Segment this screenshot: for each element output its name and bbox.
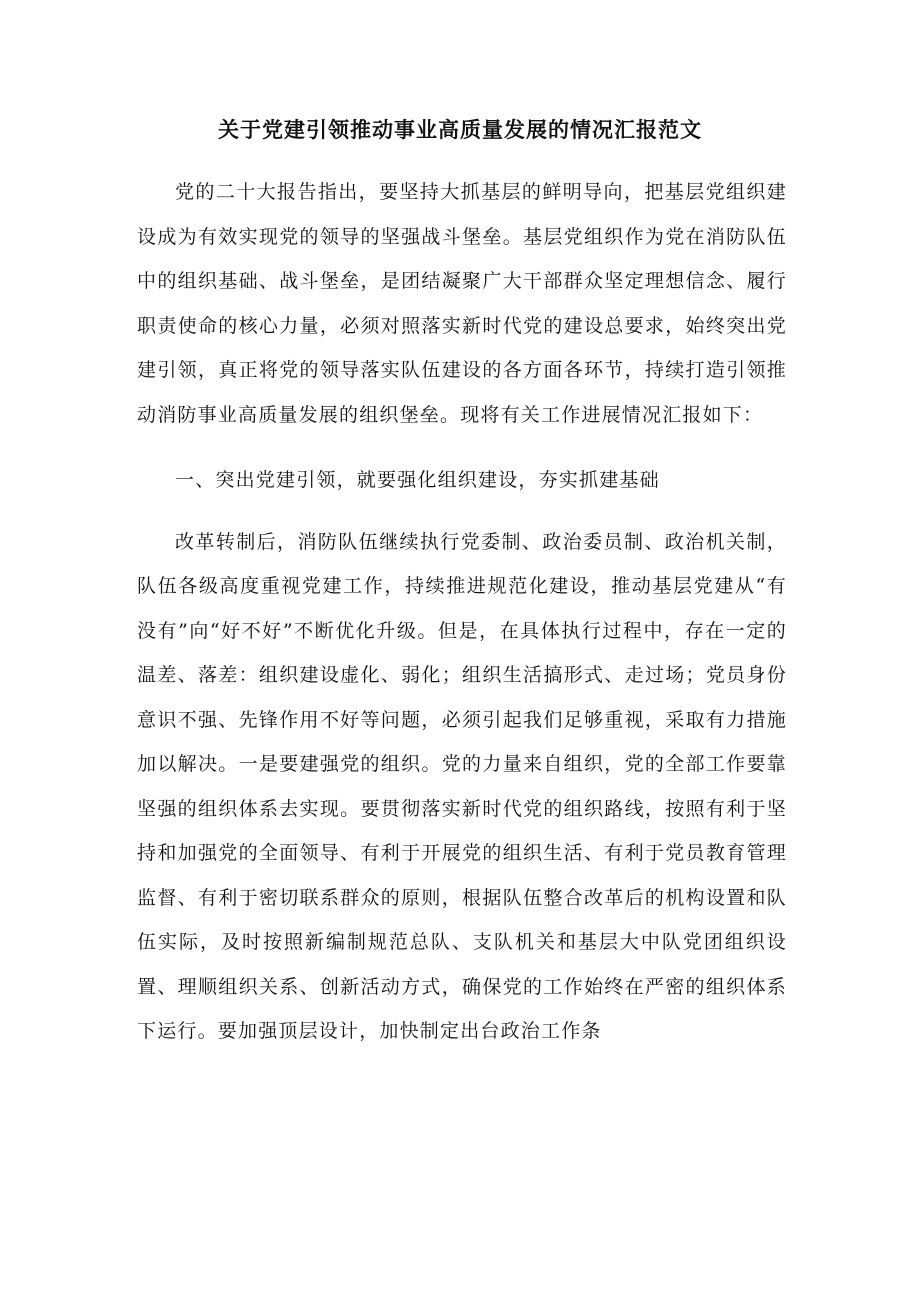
section-1-paragraph: 改革转制后，消防队伍继续执行党委制、政治委员制、政治机关制，队伍各级高度重视党建工作，持续推进规范化建设，推动基层党建从“有没有”向“好不好”不断优化升级。但是，在具体执行过程中，存在一定的温差、落差：组织建设虚化、弱化；组织生活搞形式、走过场；党员身份意识不强、先锋作用不好等问题，必须引起我们足够重视，采取有力措施加以解决。一是要建强党的组织。党的力量来自组织，党的全部工作要靠坚强的组织体系去实现。要贯彻落实新时代党的组织路线，按照有利于坚持和加强党的全面领导、有利于开展党的组织生活、有利于党员教育管理监督、有利于密切联系群众的原则，根据队伍整合改革后的机构设置和队伍实际，及时按照新编制规范总队、支队机关和基层大中队党团组织设置、理顺组织关系、创新活动方式，确保党的工作始终在严密的组织体系下运行。要加强顶层设计，加快制定出台政治工作条 (137, 530, 787, 1042)
intro-paragraph: 党的二十大报告指出，要坚持大抓基层的鲜明导向，把基层党组织建设成为有效实现党的领导的坚强战斗堡垒。基层党组织作为党在消防队伍中的组织基础、战斗堡垒，是团结凝聚广大干部群众坚定理想信念、履行职责使命的核心力量，必须对照落实新时代党的建设总要求，始终突出党建引领，真正将党的领导落实队伍建设的各方面各环节，持续打造引领推动消防事业高质量发展的组织堡垒。现将有关工作进展情况汇报如下： (137, 181, 787, 426)
document-body (137, 170, 787, 1054)
document-title: 关于党建引领推动事业高质量发展的情况汇报范文 (218, 118, 702, 142)
section-1-heading: 一、突出党建引领，就要强化组织建设，夯实抓建基础 (175, 469, 660, 491)
